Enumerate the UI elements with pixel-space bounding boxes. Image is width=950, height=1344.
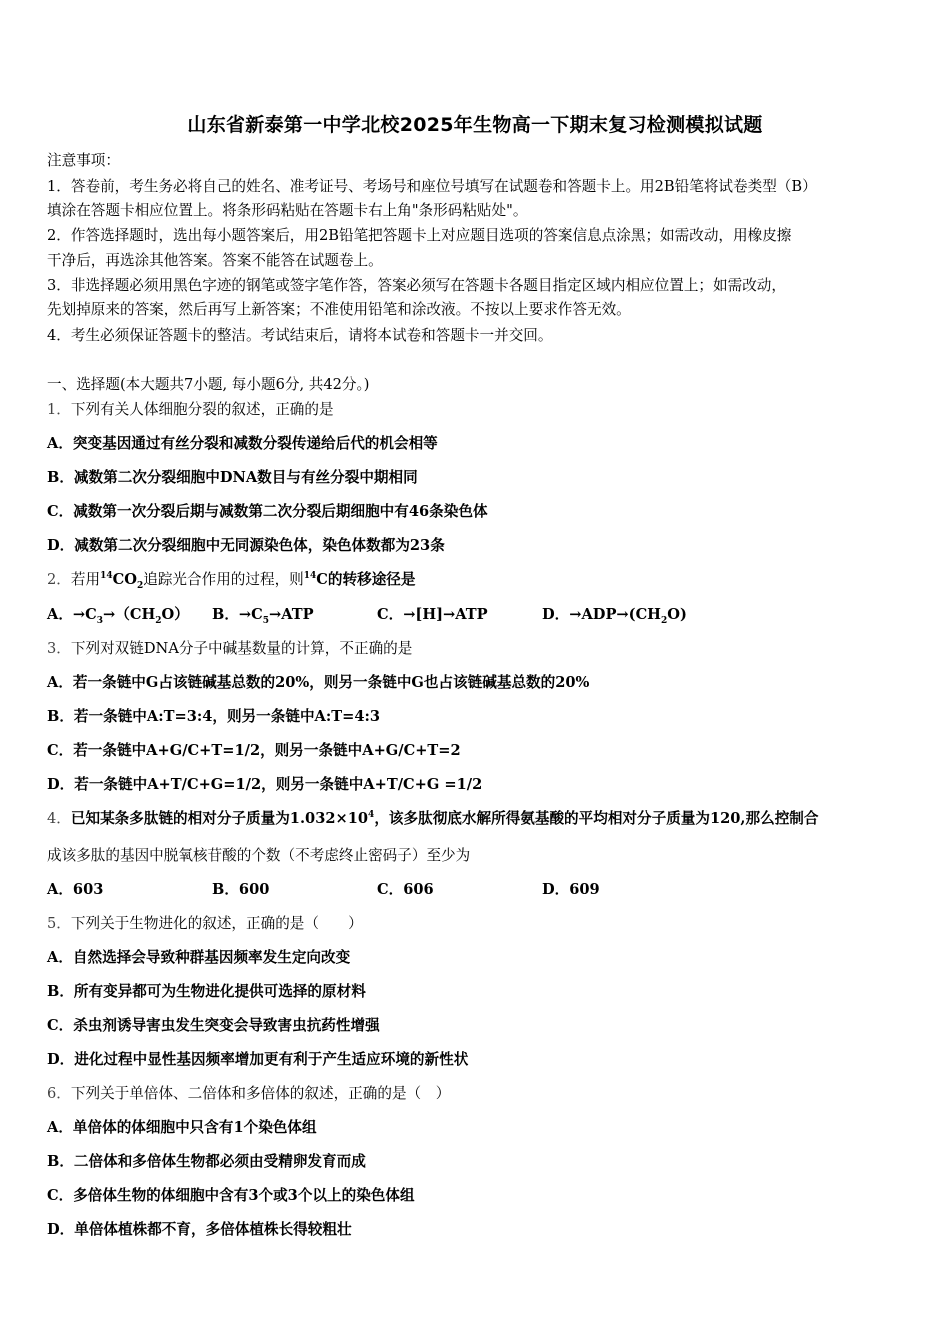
q2-option-d: D．$\to ADP\to(CH_2O)$ — [542, 606, 687, 626]
q1-option-a: A．突变基因通过有丝分裂和减数分裂传递给后代的机会相等 — [47, 435, 438, 452]
q3-option-d: D．若一条链中A+T/C+G=1/2，则另一条链中A+T/C+G =1/2 — [47, 776, 483, 793]
notice-item-1-line-1: 1．答卷前，考生务必将自己的姓名、准考证号、考场号和座位号填写在试题卷和答题卡上。用2B铅笔将试卷类型（B） — [47, 178, 817, 195]
page-title: 山东省新泰第一中学北校2025年生物高一下期末复习检测模拟试题 — [187, 114, 763, 136]
stem-part: 若用 — [70, 571, 101, 588]
question-5 — [47, 914, 363, 934]
notice-item-2-line-1: 2．作答选择题时，选出每小题答案后，用2B铅笔把答题卡上对应题目选项的答案信息点涂黑；如需改动，用橡皮擦 — [47, 227, 792, 244]
question-3 — [47, 639, 412, 659]
question-number: 4． — [47, 810, 71, 827]
question-number: 1． — [47, 401, 71, 418]
q5-option-a: A．自然选择会导致种群基因频率发生定向改变 — [47, 949, 351, 966]
q5-option-b: B．所有变异都可为生物进化提供可选择的原材料 — [47, 983, 366, 1000]
q6-option-a: A．单倍体的体细胞中只含有1个染色体组 — [47, 1119, 317, 1136]
q3-option-c: C．若一条链中A+G/C+T=1/2，则另一条链中A+G/C+T=2 — [47, 742, 461, 759]
q3-option-b: B．若一条链中A:T=3:4，则另一条链中A:T=4:3 — [47, 708, 381, 725]
question-number: 3． — [47, 640, 71, 657]
question-2 — [47, 570, 415, 590]
q2-option-a: A．$\to C_3\to(CH_2O)$ — [47, 606, 189, 626]
q6-option-c: C．多倍体生物的体细胞中含有3个或3个以上的染色体组 — [47, 1187, 415, 1204]
question-stem: 下列有关人体细胞分裂的叙述，正确的是 — [70, 401, 334, 418]
notice-heading: 注意事项： — [47, 152, 120, 169]
q2-option-b: B．$\to C_5\to ATP$ — [212, 606, 314, 626]
question-4-line-2: 成该多肽的基因中脱氧核苷酸的个数（不考虑终止密码子）至少为 — [47, 847, 471, 864]
question-1 — [47, 400, 334, 420]
q1-option-c: C．减数第一次分裂后期与减数第二次分裂后期细胞中有46条染色体 — [47, 503, 488, 520]
stem-part: 已知某条多肽链的相对分子质量为1.032×10 — [70, 810, 369, 827]
q5-option-d: D．进化过程中显性基因频率增加更有利于产生适应环境的新性状 — [47, 1051, 469, 1068]
isotope-mass: 14 — [100, 571, 113, 582]
question-stem: 下列关于单倍体、二倍体和多倍体的叙述，正确的是（ ） — [70, 1085, 451, 1102]
q6-option-d: D．单倍体植株都不育，多倍体植株长得较粗壮 — [47, 1221, 352, 1238]
section-heading: 一、选择题(本大题共7小题, 每小题6分, 共42分。) — [47, 376, 370, 393]
q1-option-b: B．减数第二次分裂细胞中DNA数目与有丝分裂中期相同 — [47, 469, 418, 486]
q4-option-c: C．606 — [377, 881, 434, 898]
question-number: 5． — [47, 915, 71, 932]
formula: CO — [112, 571, 137, 588]
notice-item-2-line-2: 干净后，再选涂其他答案。答案不能答在试题卷上。 — [47, 252, 383, 269]
q4-option-d: D．609 — [542, 881, 600, 898]
question-number: 2． — [47, 571, 71, 588]
q3-option-a: A．若一条链中G占该链碱基总数的20%，则另一条链中G也占该链碱基总数的20% — [47, 674, 590, 691]
question-stem: 下列对双链DNA分子中碱基数量的计算，不正确的是 — [70, 640, 413, 657]
q5-option-c: C．杀虫剂诱导害虫发生突变会导致害虫抗药性增强 — [47, 1017, 380, 1034]
subscript: 2 — [136, 580, 144, 591]
question-4 — [47, 809, 818, 829]
q1-option-d: D．减数第二次分裂细胞中无同源染色体，染色体数都为23条 — [47, 537, 445, 554]
notice-item-1-line-2: 填涂在答题卡相应位置上。将条形码粘贴在答题卡右上角"条形码粘贴处"。 — [47, 202, 528, 219]
question-stem: 下列关于生物进化的叙述，正确的是（ ） — [70, 915, 363, 932]
q4-option-a: A．603 — [47, 881, 104, 898]
q6-option-b: B．二倍体和多倍体生物都必须由受精卵发育而成 — [47, 1153, 366, 1170]
stem-part: C的转移途径是 — [316, 571, 416, 588]
stem-part: 追踪光合作用的过程，则 — [143, 571, 304, 588]
question-6 — [47, 1084, 450, 1104]
exponent: 4 — [368, 810, 375, 821]
stem-part: ，该多肽彻底水解所得氨基酸的平均相对分子质量为120,那么控制合 — [374, 810, 819, 827]
notice-item-4: 4．考生必须保证答题卡的整洁。考试结束后，请将本试卷和答题卡一并交回。 — [47, 327, 553, 344]
q2-option-c: C．→[H]→ATP — [377, 606, 488, 623]
q4-option-b: B．600 — [212, 881, 270, 898]
isotope-mass: 14 — [303, 571, 317, 582]
question-number: 6． — [47, 1085, 71, 1102]
notice-item-3-line-1: 3．非选择题必须用黑色字迹的钢笔或签字笔作答，答案必须写在答题卡各题目指定区域内相应位置上；如需改动， — [47, 277, 786, 294]
notice-item-3-line-2: 先划掉原来的答案，然后再写上新答案；不准使用铅笔和涂改液。不按以上要求作答无效。 — [47, 301, 631, 318]
